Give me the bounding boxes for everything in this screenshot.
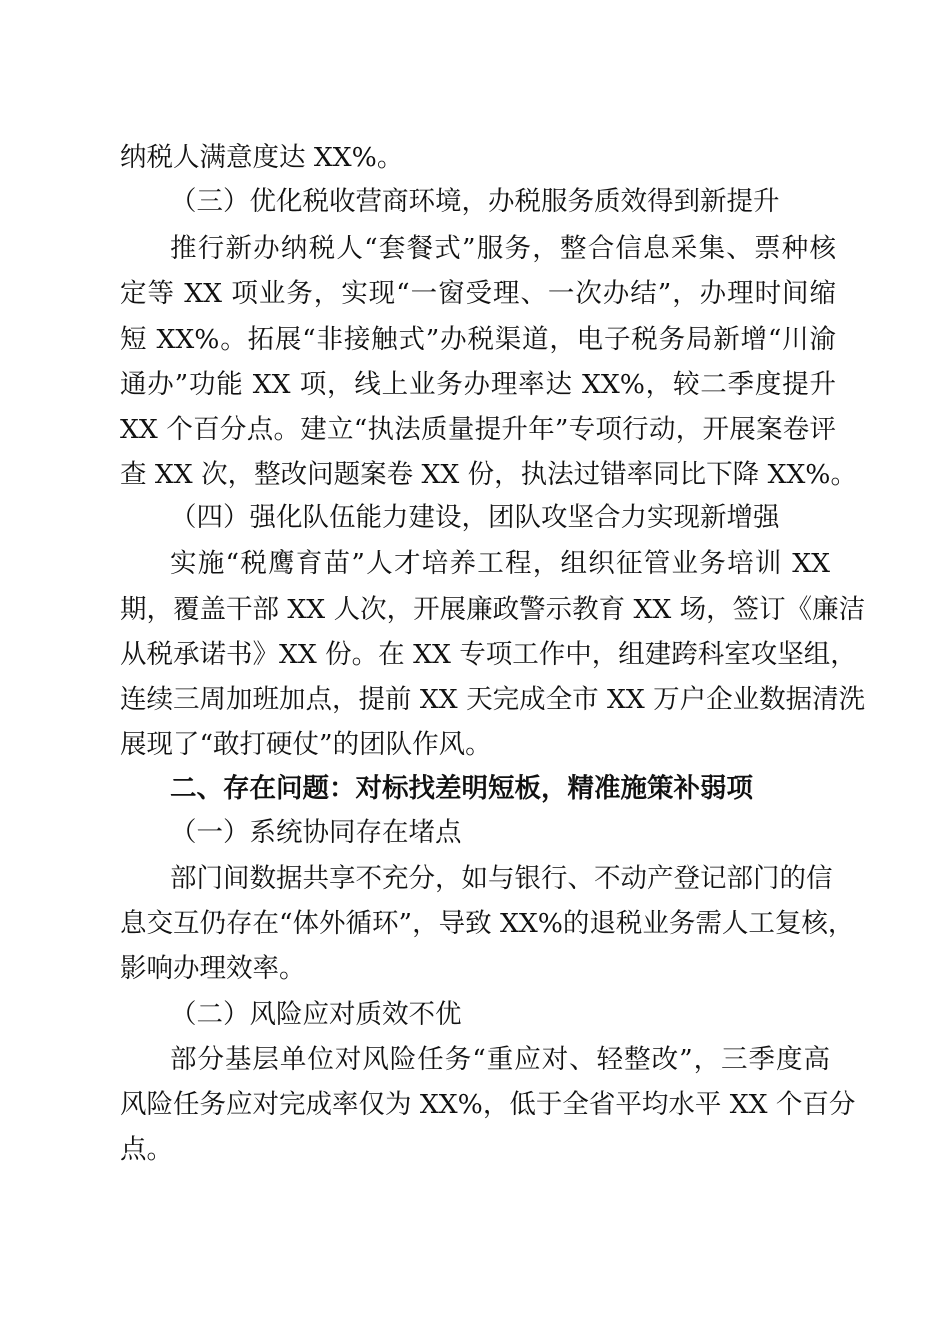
paragraph-line: 定等 XX 项业务，实现“一窗受理、一次办结”，办理时间缩 bbox=[120, 278, 836, 309]
chapter-heading-2: 二、存在问题：对标找差明短板，精准施策补弱项 bbox=[170, 773, 753, 804]
paragraph-line: 查 XX 次，整改问题案卷 XX 份，执法过错率同比下降 XX%。 bbox=[120, 459, 857, 490]
paragraph-line: 推行新办纳税人“套餐式”服务，整合信息采集、票种核 bbox=[170, 233, 836, 264]
paragraph-line: 实施“税鹰育苗”人才培养工程，组织征管业务培训 XX bbox=[170, 548, 830, 579]
section-heading-4: （四）强化队伍能力建设，团队攻坚合力实现新增强 bbox=[170, 502, 780, 533]
section-heading-1: （一）系统协同存在堵点 bbox=[170, 817, 462, 848]
section-heading-2: （二）风险应对质效不优 bbox=[170, 999, 462, 1030]
paragraph-line: 息交互仍存在“体外循环”，导致 XX%的退税业务需人工复核， bbox=[120, 908, 855, 939]
paragraph-line: 部分基层单位对风险任务“重应对、轻整改”，三季度高 bbox=[170, 1044, 830, 1075]
section-heading-3: （三）优化税收营商环境，办税服务质效得到新提升 bbox=[170, 186, 780, 217]
paragraph-line: 风险任务应对完成率仅为 XX%，低于全省平均水平 XX 个百分 bbox=[120, 1089, 856, 1120]
paragraph-line: 从税承诺书》XX 份。在 XX 专项工作中，组建跨科室攻坚组， bbox=[120, 639, 857, 670]
paragraph-line: 展现了“敢打硬仗”的团队作风。 bbox=[120, 729, 492, 760]
paragraph-line: 通办”功能 XX 项，线上业务办理率达 XX%，较二季度提升 bbox=[120, 369, 836, 400]
paragraph-line: 部门间数据共享不充分，如与银行、不动产登记部门的信 bbox=[170, 863, 833, 894]
paragraph-line: 期，覆盖干部 XX 人次，开展廉政警示教育 XX 场，签订《廉洁 bbox=[120, 594, 866, 625]
paragraph-line: 影响办理效率。 bbox=[120, 953, 306, 984]
paragraph-line: 点。 bbox=[120, 1134, 173, 1165]
paragraph-line: 连续三周加班加点，提前 XX 天完成全市 XX 万户企业数据清洗 bbox=[120, 684, 866, 715]
paragraph-line: 纳税人满意度达 XX%。 bbox=[120, 142, 404, 173]
paragraph-line: XX 个百分点。建立“执法质量提升年”专项行动，开展案卷评 bbox=[120, 414, 836, 445]
paragraph-line: 短 XX%。拓展“非接触式”办税渠道，电子税务局新增“川渝 bbox=[120, 324, 836, 355]
